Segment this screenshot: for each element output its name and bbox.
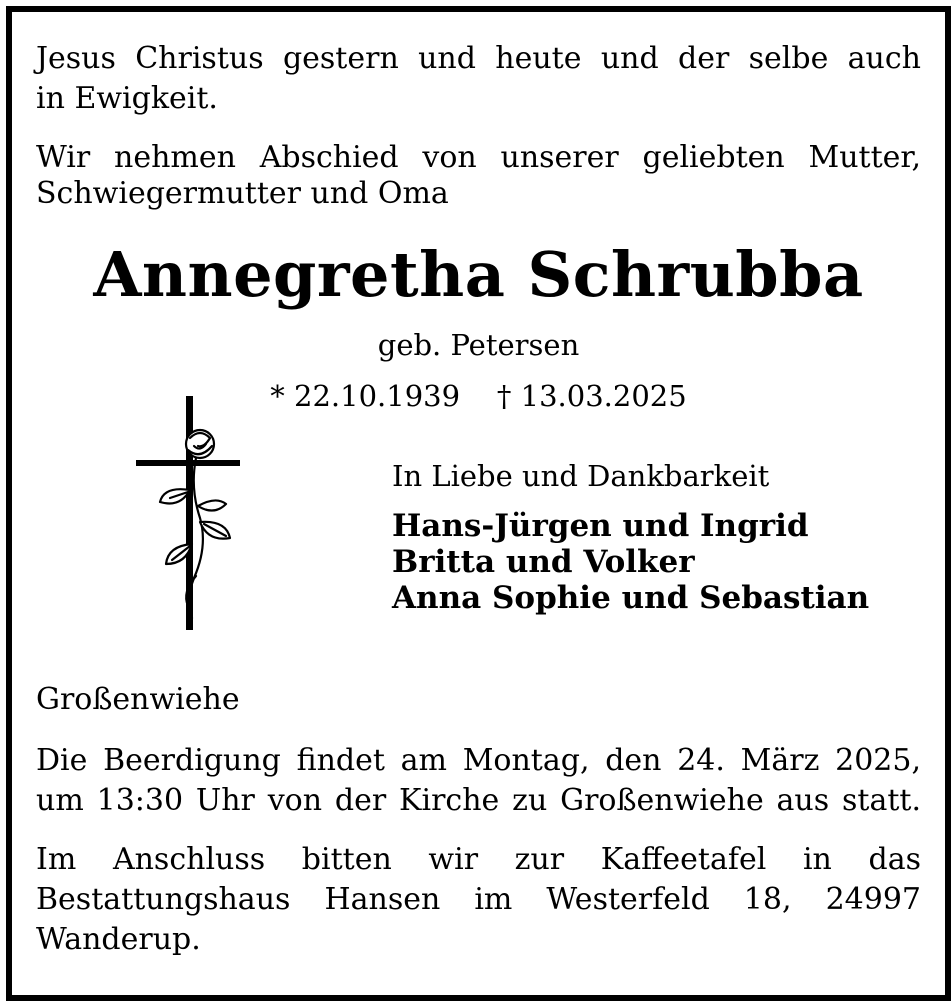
mourner-name: Anna Sophie und Sebastian (392, 580, 870, 616)
farewell-line-1: Wir nehmen Abschied von unserer geliebten Mutter, (36, 140, 921, 175)
place-name: Großenwiehe (36, 682, 240, 717)
mourners-intro: In Liebe und Dankbarkeit (392, 459, 770, 493)
mourner-name: Britta und Volker (392, 544, 695, 580)
obituary-notice (6, 6, 951, 1001)
reception-line-1: Im Anschluss bitten wir zur Kaffeetafel in das (36, 842, 921, 877)
funeral-line-2: um 13:30 Uhr von der Kirche zu Großenwiehe aus statt. (36, 783, 921, 818)
life-dates: * 22.10.1939 † 13.03.2025 (270, 379, 687, 413)
deceased-name: Annegretha Schrubba (93, 238, 864, 311)
farewell-line-2: Schwiegermutter und Oma (36, 176, 449, 211)
reception-line-3: Wanderup. (36, 922, 201, 957)
funeral-line-1: Die Beerdigung findet am Montag, den 24. März 2025, (36, 743, 921, 778)
verse-line-1: Jesus Christus gestern und heute und der selbe auch (36, 41, 921, 76)
reception-line-2: Bestattungshaus Hansen im Westerfeld 18, 24997 (36, 882, 921, 917)
maiden-name: geb. Petersen (377, 328, 580, 362)
verse-line-2: in Ewigkeit. (36, 81, 218, 116)
mourner-name: Hans-Jürgen und Ingrid (392, 508, 809, 544)
cross-with-rose-icon (130, 394, 246, 632)
